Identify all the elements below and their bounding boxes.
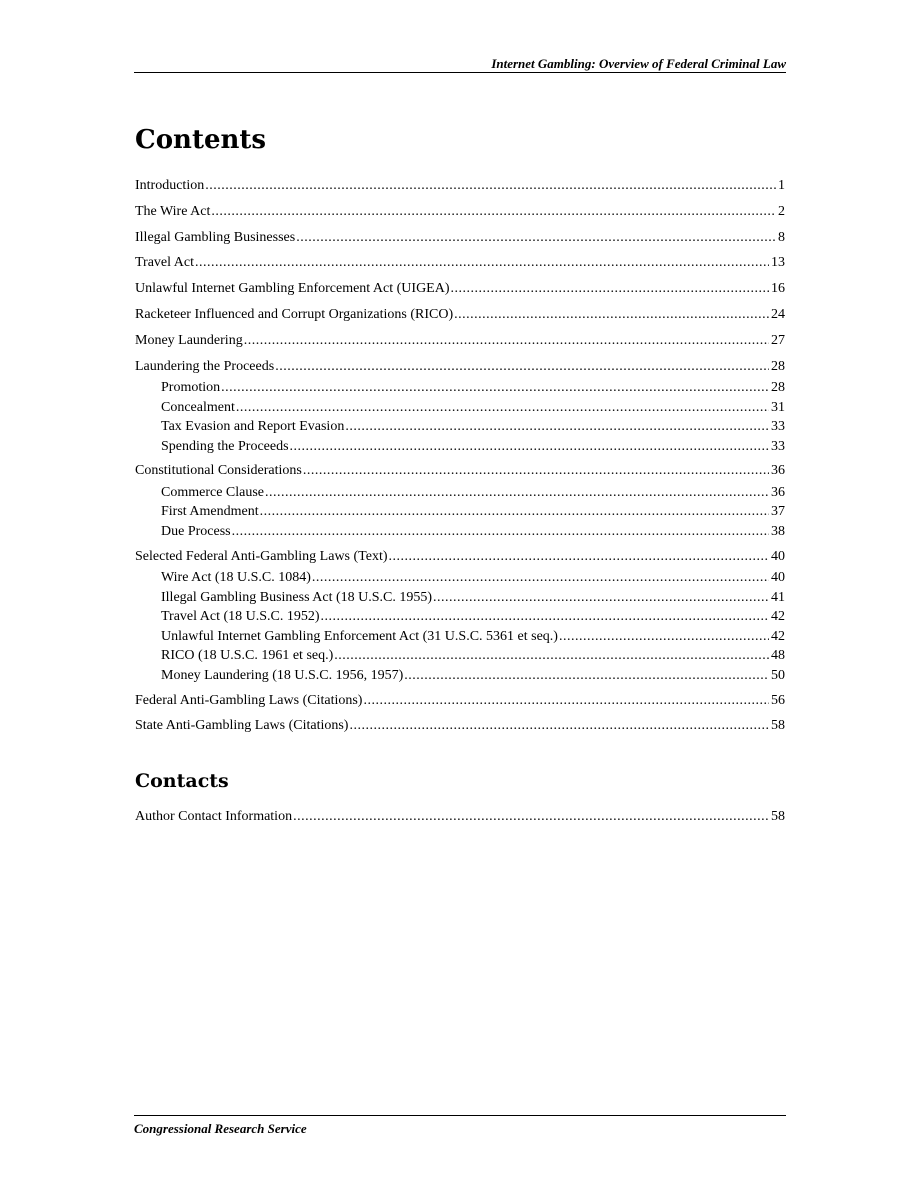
toc-dot-leader <box>404 666 769 685</box>
toc-entry-title: Promotion <box>161 380 221 396</box>
toc-entry-page: 42 <box>771 628 785 644</box>
toc-entry-title: First Amendment <box>161 504 259 520</box>
toc-entry-page: 33 <box>771 438 785 454</box>
toc-entry-title: Travel Act (18 U.S.C. 1952) <box>161 609 320 625</box>
toc-entry-page: 50 <box>771 668 785 684</box>
toc-dot-leader <box>559 627 769 646</box>
toc-dot-leader <box>349 716 769 735</box>
toc-entry[interactable] <box>135 691 785 717</box>
toc-entry-page: 40 <box>771 548 785 564</box>
toc-entry-page: 28 <box>771 380 785 396</box>
toc-entry-page: 33 <box>771 419 785 435</box>
toc-entry-title: Concealment <box>161 399 235 415</box>
toc-entry-page: 16 <box>771 281 785 297</box>
toc-dot-leader <box>265 483 769 502</box>
toc-entry-title: Unlawful Internet Gambling Enforcement Act (31 U.S.C. 5361 et seq.) <box>161 628 558 644</box>
toc-entry-page: 2 <box>778 203 785 219</box>
toc-dot-leader <box>345 417 769 436</box>
toc-entry-title: Constitutional Considerations <box>135 463 302 479</box>
toc-entry[interactable] <box>135 547 785 569</box>
toc-entry-page: 1 <box>778 178 785 193</box>
toc-entry-title: Unlawful Internet Gambling Enforcement Act (UIGEA) <box>135 281 450 297</box>
toc-entry-title: RICO (18 U.S.C. 1961 et seq.) <box>161 648 334 664</box>
toc-dot-leader <box>303 461 769 480</box>
toc-dot-leader <box>290 437 769 456</box>
toc-subentry[interactable] <box>135 627 785 647</box>
toc-subentry[interactable] <box>135 568 785 588</box>
toc-entry[interactable] <box>135 305 785 331</box>
toc-entry-title: Laundering the Proceeds <box>135 358 275 374</box>
toc-subentry[interactable] <box>135 483 785 503</box>
toc-entry-title: Tax Evasion and Report Evasion <box>161 419 345 435</box>
toc-subentry[interactable] <box>135 398 785 418</box>
toc-entry[interactable] <box>135 176 785 202</box>
toc-subentry[interactable] <box>135 646 785 666</box>
toc-dot-leader <box>296 228 776 247</box>
toc-entry-title: Wire Act (18 U.S.C. 1084) <box>161 570 311 586</box>
toc-entry-page: 31 <box>771 399 785 415</box>
toc-dot-leader <box>244 331 769 350</box>
toc-dot-leader <box>454 305 769 324</box>
toc-dot-leader <box>334 646 769 665</box>
toc-entry-page: 58 <box>771 718 785 734</box>
toc-entry[interactable] <box>135 279 785 305</box>
toc-entry[interactable] <box>135 807 785 833</box>
toc-entry-page: 38 <box>771 524 785 540</box>
toc-entry[interactable] <box>135 253 785 279</box>
toc-entry-title: Selected Federal Anti-Gambling Laws (Text) <box>135 548 388 564</box>
toc-subentry[interactable] <box>135 378 785 398</box>
toc-entry-title: Federal Anti-Gambling Laws (Citations) <box>135 692 363 708</box>
contacts-list <box>135 807 785 833</box>
toc-entry-title: State Anti-Gambling Laws (Citations) <box>135 718 349 734</box>
toc-entry-title: Racketeer Influenced and Corrupt Organizations (RICO) <box>135 306 454 322</box>
toc-entry-page: 8 <box>778 229 785 245</box>
toc-subentry[interactable] <box>135 522 785 547</box>
toc-entry-title: Author Contact Information <box>135 809 293 824</box>
toc-subentry[interactable] <box>135 607 785 627</box>
toc-dot-leader <box>275 357 769 376</box>
toc-entry-title: Travel Act <box>135 255 194 271</box>
toc-entry-title: Illegal Gambling Business Act (18 U.S.C. 1955) <box>161 589 433 605</box>
toc-entry-title: Commerce Clause <box>161 484 265 500</box>
toc-entry-page: 13 <box>771 255 785 271</box>
toc-entry-page: 36 <box>771 463 785 479</box>
toc-entry[interactable] <box>135 228 785 254</box>
toc-entry[interactable] <box>135 331 785 357</box>
toc-entry-title: Illegal Gambling Businesses <box>135 229 296 245</box>
toc-entry-page: 24 <box>771 306 785 322</box>
toc-dot-leader <box>363 691 769 710</box>
toc-entry[interactable] <box>135 461 785 483</box>
toc-entry-title: The Wire Act <box>135 203 211 219</box>
toc-entry-page: 48 <box>771 648 785 664</box>
toc-dot-leader <box>321 607 769 626</box>
toc-dot-leader <box>232 522 769 541</box>
toc-entry-page: 36 <box>771 484 785 500</box>
toc-entry-page: 40 <box>771 570 785 586</box>
toc-entry-page: 56 <box>771 692 785 708</box>
running-footer: Congressional Research Service <box>134 1115 786 1137</box>
toc-entry[interactable] <box>135 357 785 379</box>
toc-dot-leader <box>451 279 769 298</box>
toc-entry[interactable] <box>135 202 785 228</box>
toc-entry-page: 27 <box>771 332 785 348</box>
toc-subentry[interactable] <box>135 666 785 691</box>
toc-entry-title: Introduction <box>135 178 205 193</box>
running-header: Internet Gambling: Overview of Federal Criminal Law <box>134 56 786 73</box>
toc-dot-leader <box>260 502 769 521</box>
toc-dot-leader <box>221 378 769 397</box>
toc-entry-page: 28 <box>771 358 785 374</box>
toc-entry-page: 42 <box>771 609 785 625</box>
toc-entry-title: Money Laundering <box>135 332 243 348</box>
contents-list <box>135 176 785 742</box>
toc-dot-leader <box>293 807 769 826</box>
contents-heading: Contents <box>135 125 267 155</box>
toc-entry-title: Spending the Proceeds <box>161 438 289 454</box>
toc-dot-leader <box>433 588 769 607</box>
toc-entry-page: 58 <box>771 809 785 824</box>
toc-subentry[interactable] <box>135 417 785 437</box>
toc-subentry[interactable] <box>135 588 785 608</box>
toc-entry-page: 37 <box>771 504 785 520</box>
contacts-heading: Contacts <box>135 770 229 792</box>
toc-entry-title: Due Process <box>161 524 231 540</box>
toc-dot-leader <box>205 176 776 195</box>
toc-entry[interactable] <box>135 716 785 742</box>
toc-entry-page: 41 <box>771 589 785 605</box>
toc-dot-leader <box>211 202 776 221</box>
toc-dot-leader <box>236 398 769 417</box>
toc-dot-leader <box>312 568 769 587</box>
toc-subentry[interactable] <box>135 437 785 462</box>
toc-subentry[interactable] <box>135 502 785 522</box>
toc-entry-title: Money Laundering (18 U.S.C. 1956, 1957) <box>161 668 404 684</box>
toc-dot-leader <box>389 547 770 566</box>
toc-dot-leader <box>195 253 769 272</box>
